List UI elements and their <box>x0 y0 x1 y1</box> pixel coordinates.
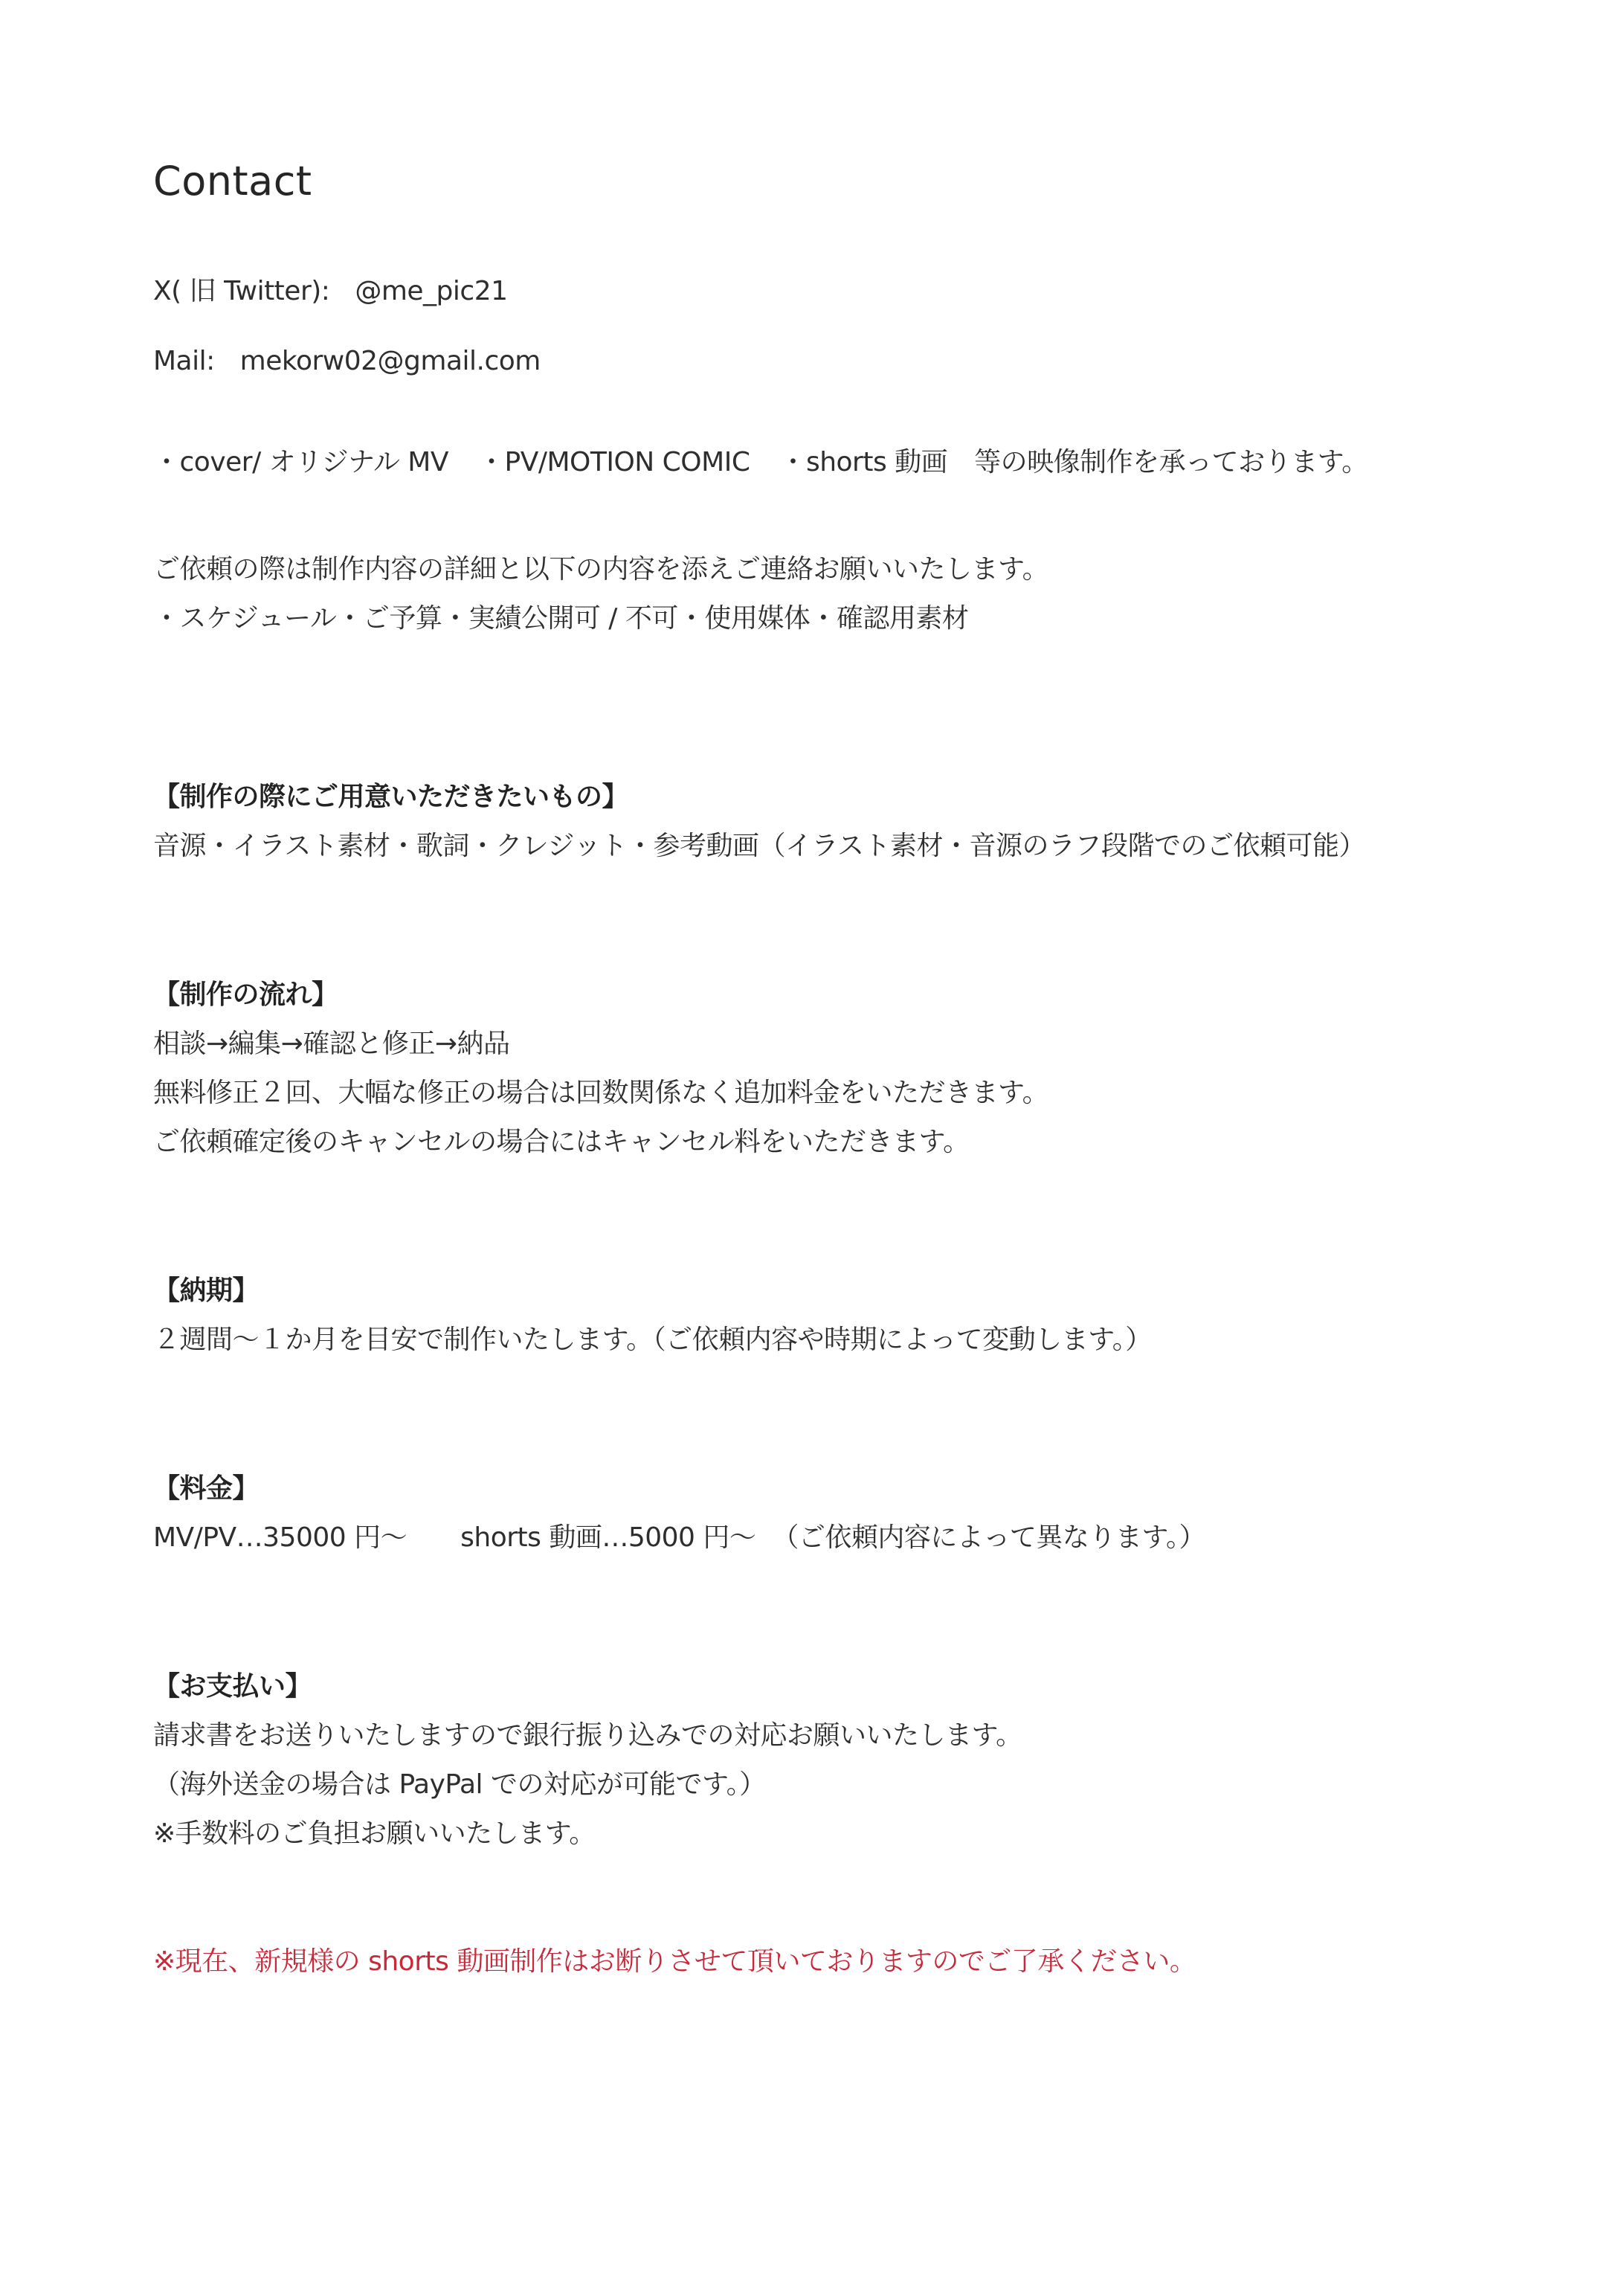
x-contact-row <box>153 274 508 309</box>
price-note: （ご依頼内容によって異なります。） <box>772 1522 1206 1553</box>
mail-label: Mail: <box>153 346 215 376</box>
workflow-line: ご依頼確定後のキャンセルの場合にはキャンセル料をいただきます。 <box>153 1127 970 1157</box>
price-shorts: shorts 動画…5000 円〜 <box>460 1522 756 1553</box>
workflow-line: 相談→編集→確認と修正→納品 <box>153 1029 510 1059</box>
materials-text: 音源・イラスト素材・歌詞・クレジット・参考動画（イラスト素材・音源のラフ段階でのご依頼可能） <box>153 831 1365 861</box>
payment-line: （海外送金の場合は PayPal での対応が可能です。） <box>153 1769 766 1800</box>
pricing-line <box>153 1520 1205 1556</box>
section-heading-materials: 【制作の際にご用意いただきたいもの】 <box>153 782 629 812</box>
section-heading-workflow: 【制作の流れ】 <box>153 979 338 1010</box>
section-heading-pricing: 【料金】 <box>153 1473 260 1504</box>
request-checklist: ・スケジュール・ご予算・実績公開可 / 不可・使用媒体・確認用素材 <box>153 603 969 634</box>
section-heading-payment: 【お支払い】 <box>153 1671 312 1702</box>
page-title: Contact <box>153 158 312 205</box>
request-intro: ご依頼の際は制作内容の詳細と以下の内容を添えご連絡お願いいたします。 <box>153 554 1049 585</box>
mail-address-link[interactable]: mekorw02@gmail.com <box>239 346 541 376</box>
workflow-line: 無料修正２回、大幅な修正の場合は回数関係なく追加料金をいただきます。 <box>153 1078 1049 1108</box>
service-item: ・PV/MOTION COMIC <box>477 447 750 477</box>
price-mv-pv: MV/PV…35000 円〜 <box>153 1522 407 1553</box>
shorts-notice: ※現在、新規様の shorts 動画制作はお断りさせて頂いておりますのでご了承ください。 <box>153 1946 1196 1977</box>
services-suffix: 等の映像制作を承っております。 <box>974 447 1368 477</box>
section-heading-delivery: 【納期】 <box>153 1275 260 1306</box>
mail-contact-row <box>153 344 541 379</box>
payment-line: ※手数料のご負担お願いいたします。 <box>153 1818 596 1849</box>
services-line <box>153 445 1368 480</box>
x-label: X( 旧 Twitter): <box>153 276 330 306</box>
delivery-text: ２週間〜１か月を目安で制作いたします。（ご依頼内容や時期によって変動します。） <box>153 1325 1152 1355</box>
x-handle-link[interactable]: @me_pic21 <box>355 276 508 306</box>
service-item: ・shorts 動画 <box>779 447 948 477</box>
service-item: ・cover/ オリジナル MV <box>153 447 448 477</box>
payment-line: 請求書をお送りいたしますので銀行振り込みでの対応お願いいたします。 <box>153 1720 1022 1751</box>
